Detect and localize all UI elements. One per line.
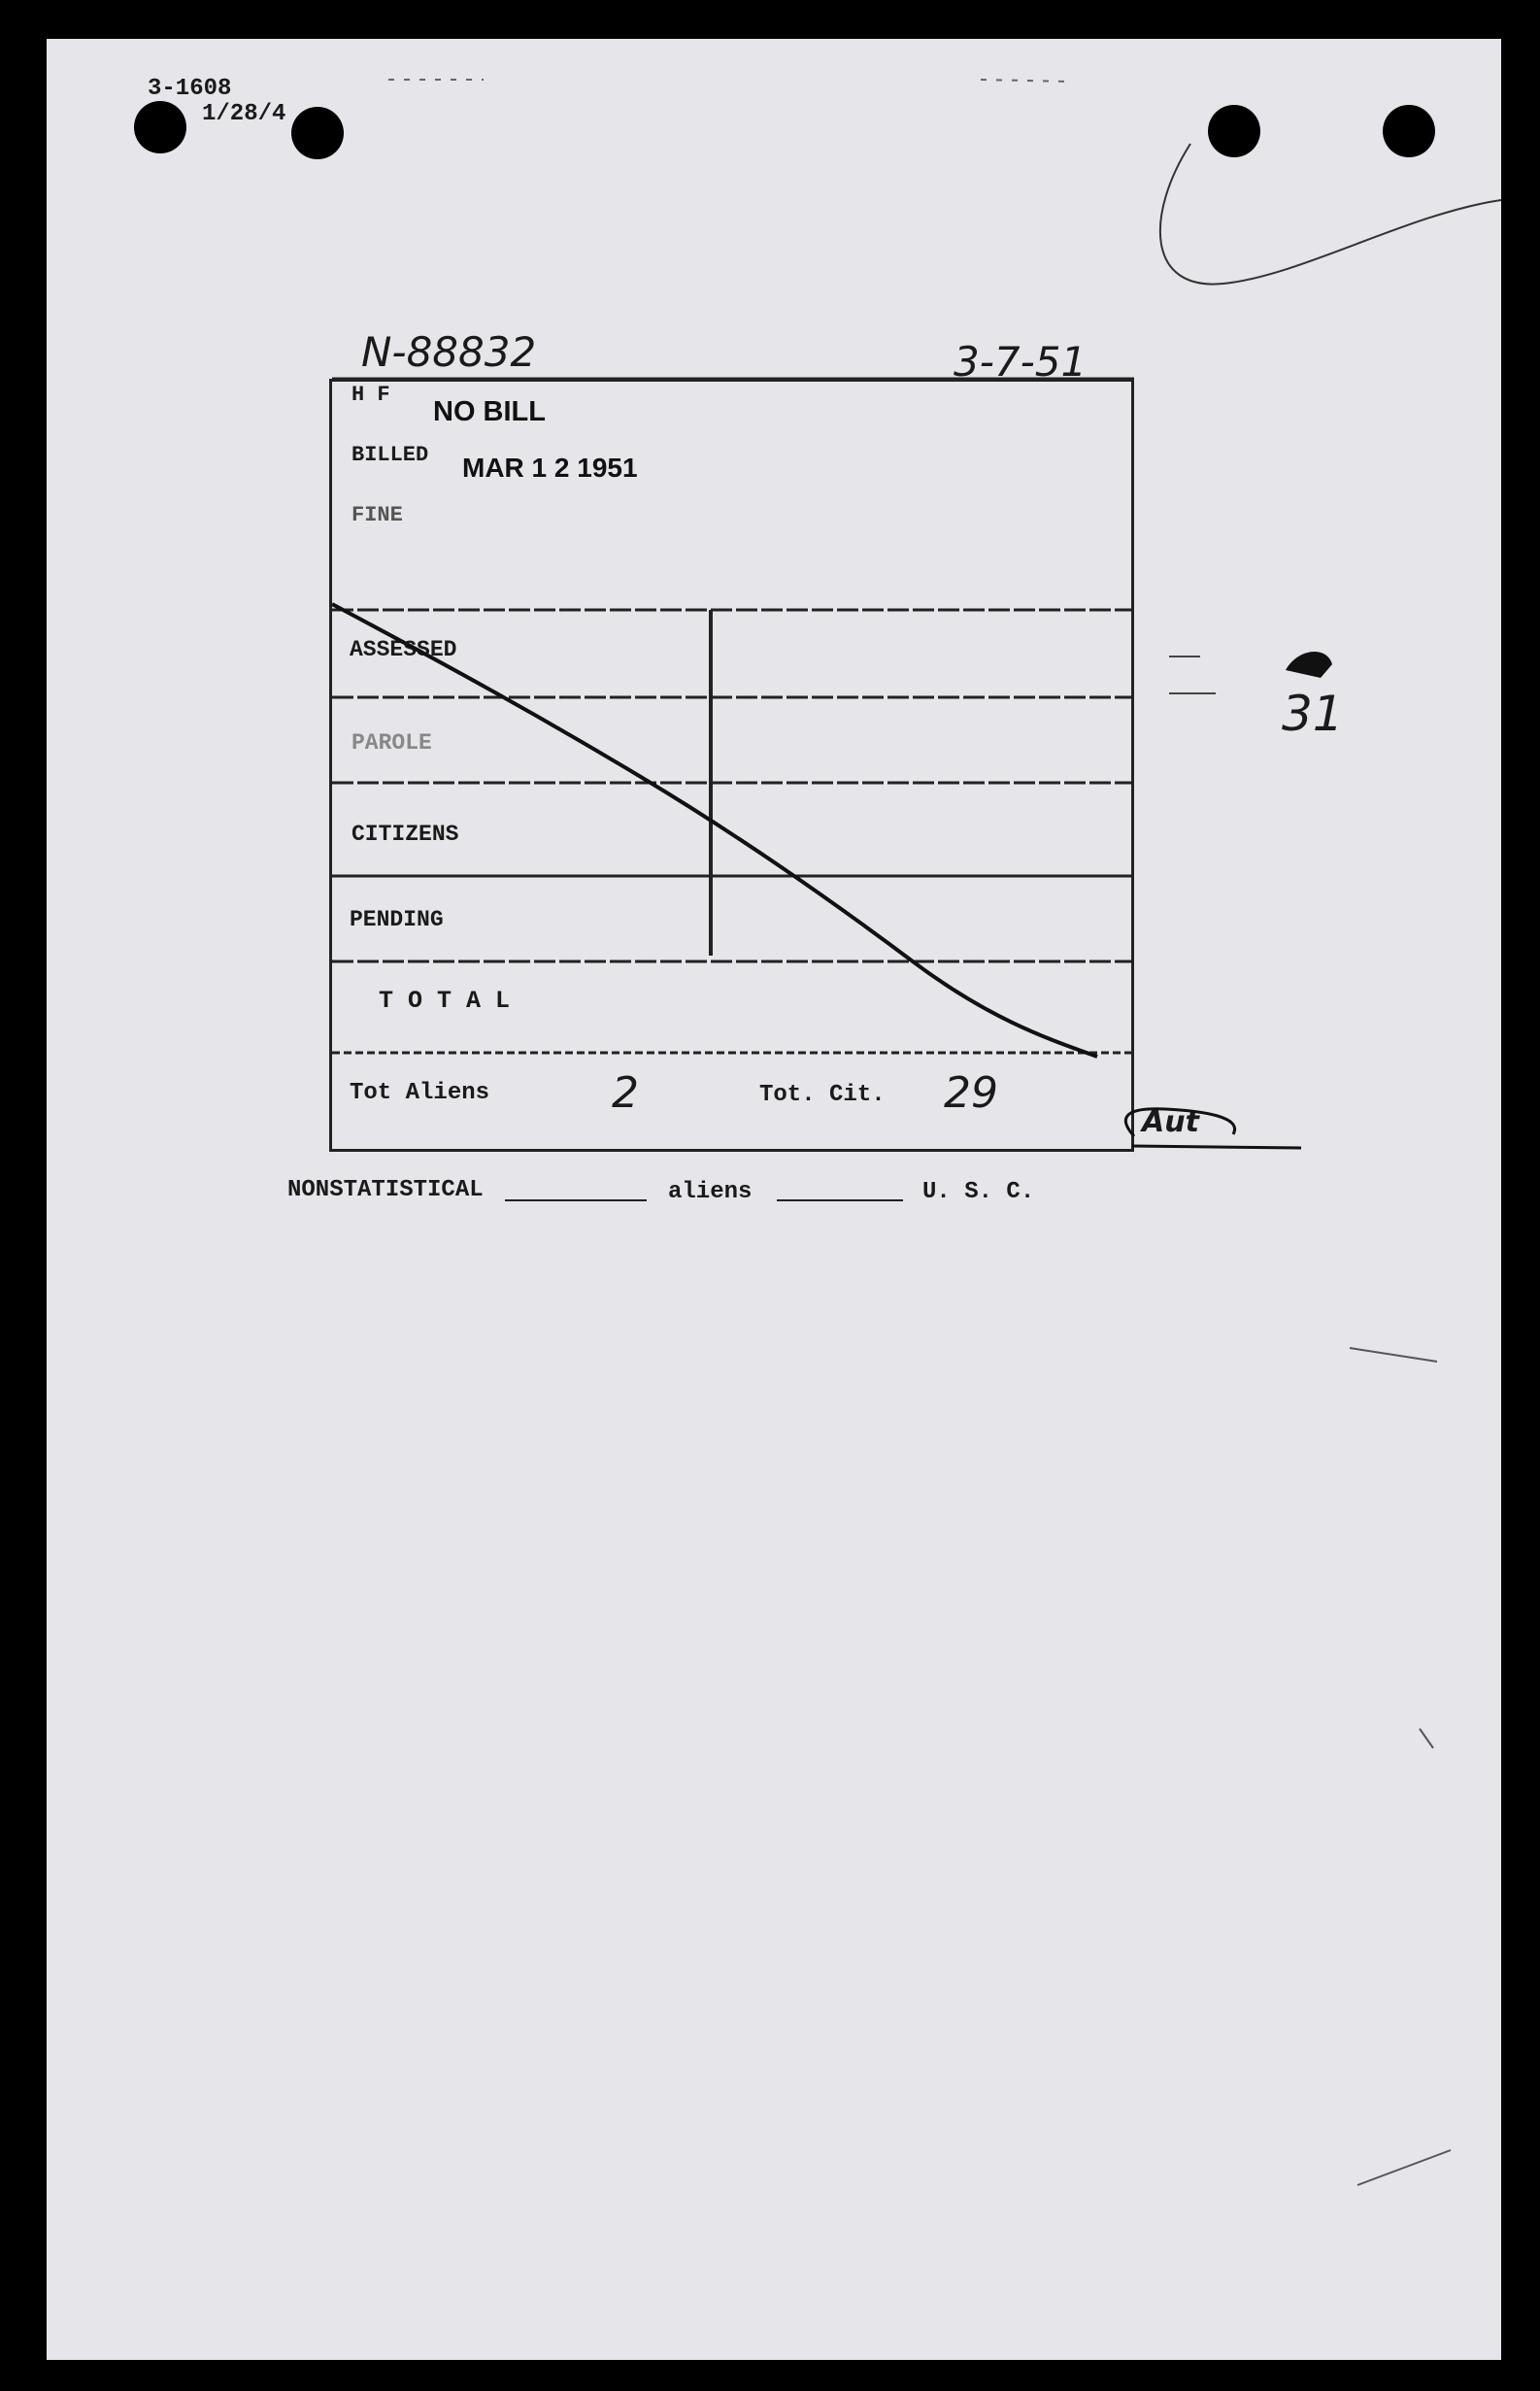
tot-cit-value: 29 (944, 1068, 998, 1118)
aliens-label: aliens (668, 1179, 753, 1205)
tot-aliens-value: 2 (612, 1068, 639, 1118)
row-label-parole: PAROLE (352, 730, 432, 756)
no-bill-stamp: NO BILL (433, 396, 546, 427)
date-stamp: MAR 1 2 1951 (462, 453, 638, 483)
hf-label: H F (352, 383, 390, 407)
initials: Aut (1142, 1105, 1199, 1139)
punch-hole-left (134, 101, 186, 153)
form-number: 3-1608 (148, 76, 232, 102)
nonstatistical-label: NONSTATISTICAL (287, 1177, 484, 1203)
row-label-assessed: ASSESSED (350, 637, 457, 662)
row-label-citizens: CITIZENS (352, 822, 459, 847)
margin-count: 31 (1282, 686, 1344, 742)
case-number: N-88832 (361, 328, 537, 376)
fine-label: FINE (352, 503, 403, 527)
punch-hole-right-2 (1383, 105, 1435, 157)
form-date: 1/28/4 (202, 101, 286, 127)
statistics-form (329, 379, 1134, 1152)
usc-label: U. S. C. (922, 1179, 1035, 1205)
punch-hole-left-2 (291, 107, 344, 159)
total-label: T O T A L (379, 987, 511, 1015)
punch-hole-right-1 (1208, 105, 1260, 157)
row-label-pending: PENDING (350, 907, 444, 932)
tot-aliens-label: Tot Aliens (350, 1080, 490, 1106)
handwritten-date: 3-7-51 (954, 338, 1088, 386)
billed-label: BILLED (352, 443, 429, 467)
tot-cit-label: Tot. Cit. (759, 1082, 886, 1108)
